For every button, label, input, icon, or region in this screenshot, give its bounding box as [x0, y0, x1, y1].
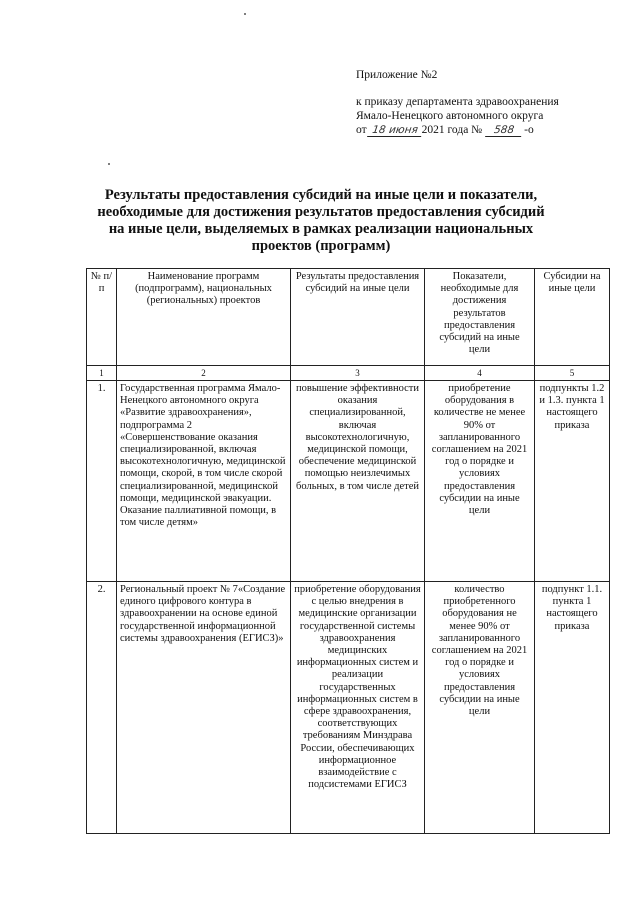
order-line-1: к приказу департамента здравоохранения — [356, 96, 559, 108]
column-header-program: Наименование программ (подпрограмм), национальных (региональных) проектов — [117, 269, 291, 366]
scan-speck — [244, 13, 246, 15]
order-date-line — [356, 123, 559, 137]
subsidy-result: приобретение оборудования с целью внедрения в медицинские организации государственной системы здравоохранения медицинских информационных систем и реализации государственных информационных систем в сфере здравоохранения, соответствующих требованиям Минздрава России, обеспечивающих информационное взаимодействие с подсистемами ЕГИСЗ — [291, 582, 425, 834]
date-year: 2021 года № — [421, 124, 483, 136]
subsidy-reference: подпункты 1.2 и 1.3. пункта 1 настоящего приказа — [535, 381, 610, 582]
column-index: 5 — [535, 366, 610, 381]
date-prefix: от — [356, 124, 367, 136]
order-number-suffix: -о — [524, 124, 534, 136]
scan-speck — [108, 163, 110, 165]
handwritten-date: 18 июня — [367, 124, 423, 137]
program-name: Региональный проект № 7«Создание единого цифрового контура в здравоохранении на основе единой государственной информационной системы здравоохранения (ЕГИСЗ)» — [117, 582, 291, 834]
subsidy-reference: подпункт 1.1. пункта 1 настоящего приказа — [535, 582, 610, 834]
column-index: 2 — [117, 366, 291, 381]
table-row — [87, 381, 610, 582]
document-title: Результаты предоставления субсидий на иные цели и показатели, необходимые для достижения результатов предоставления субсидий на иные цели, выделяемых в рамках реализации национальных проектов (программ) — [97, 187, 545, 254]
row-number: 1. — [87, 381, 117, 582]
column-index: 1 — [87, 366, 117, 381]
column-index: 3 — [291, 366, 425, 381]
subsidy-results-table — [86, 268, 610, 834]
column-header-indicator: Показатели, необходимые для достижения результатов предоставления субсидий на иные цели — [425, 269, 535, 366]
handwritten-order-number: 588 — [485, 124, 523, 137]
column-header-result: Результаты предоставления субсидий на иные цели — [291, 269, 425, 366]
table-header-row — [87, 269, 610, 366]
row-number: 2. — [87, 582, 117, 834]
column-header-subsidy: Субсидии на иные цели — [535, 269, 610, 366]
result-indicator: количество приобретенного оборудования не менее 90% от запланированного соглашением на 2021 год о порядке и условиях предоставления субсидии на иные цели — [425, 582, 535, 834]
column-header-number: № п/п — [87, 269, 117, 366]
order-line-2: Ямало-Ненецкого автономного округа — [356, 110, 544, 122]
table-row — [87, 582, 610, 834]
column-index-row — [87, 366, 610, 381]
order-reference-block — [356, 68, 559, 137]
appendix-label: Приложение №2 — [356, 69, 438, 81]
subsidy-result: повышение эффективности оказания специализированной, включая высокотехнологичную, медицинской помощи, обеспечение медицинской помощью неизлечимых больных, в том числе детей — [291, 381, 425, 582]
result-indicator: приобретение оборудования в количестве не менее 90% от запланированного соглашением на 2021 год о порядке и условиях предоставления субсидии на иные цели — [425, 381, 535, 582]
program-name: Государственная программа Ямало-Ненецкого автономного округа «Развитие здравоохранения», подпрограмма 2 «Совершенствование оказания специализированной, включая высокотехнологичную, медицинской помощи, скорой, в том числе скорой специализированной, медицинской помощи, медицинской эвакуации. Оказание паллиативной помощи, в том числе детям» — [117, 381, 291, 582]
column-index: 4 — [425, 366, 535, 381]
